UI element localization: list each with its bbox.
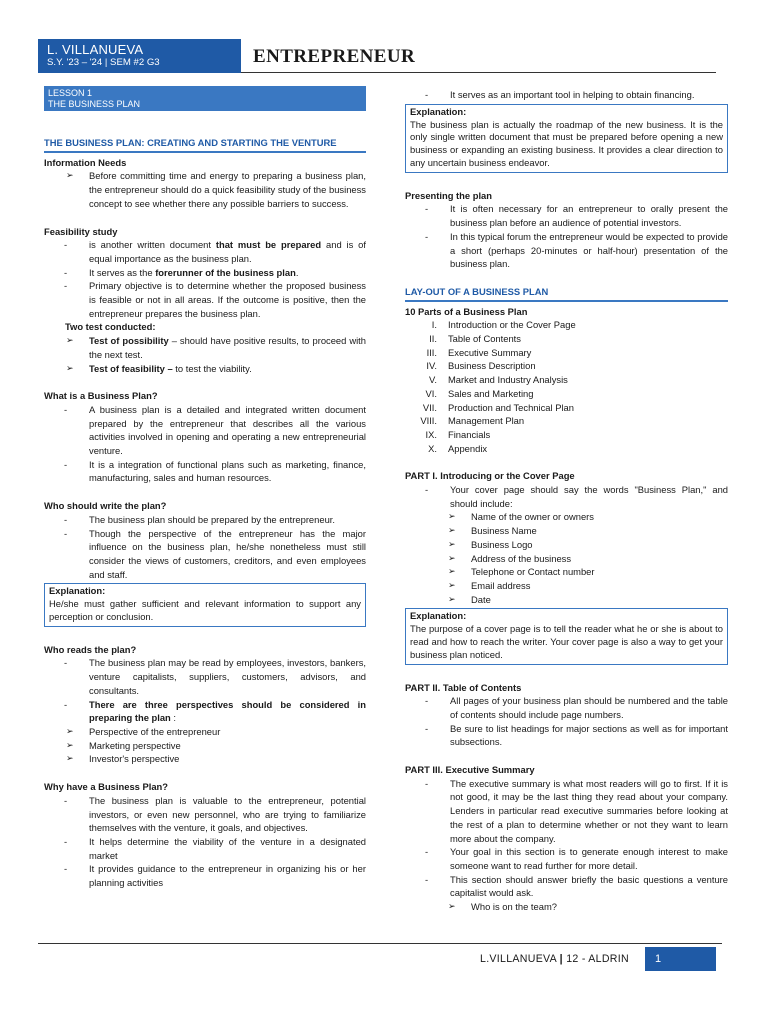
list-item: - It helps determine the viability of the venture in a designated market (64, 835, 366, 861)
list-item: - It is a integration of functional plans such as marketing, finance, manufacturing, sales and human resources. (64, 458, 366, 484)
list-item: ➢ Business Name (405, 524, 728, 538)
two-test-heading: Two test conducted: (65, 321, 156, 333)
list-item: ➢ Test of possibility – should have positive results, to proceed with the next test. (44, 334, 366, 361)
list-item: - It provides guidance to the entrepreneur in organizing his or her planning activities (64, 863, 366, 889)
parts-list (405, 318, 728, 455)
lesson-number: LESSON 1 (48, 88, 93, 98)
list-item: - It serves as an important tool in helping to obtain financing. (425, 89, 695, 100)
list-item: - It serves as the forerunner of the business plan. (64, 266, 299, 278)
list-item: II. Table of Contents (429, 333, 521, 345)
list-item: ➢ Test of feasibility – to test the viability. (44, 362, 366, 376)
list-item: VI. Sales and Marketing (425, 387, 534, 399)
footer-divider (38, 943, 722, 944)
header-name-box (38, 39, 241, 73)
arrow-bullet-icon: ➢ (448, 538, 456, 549)
author-name: L. VILLANUEVA (47, 42, 144, 57)
list-item: ➢ Name of the owner or owners (405, 510, 728, 524)
footer-class: 12 - ALDRIN (566, 953, 629, 965)
list-item: IV. Business Description (426, 360, 536, 372)
lesson-box (44, 86, 366, 111)
list-item: VII. Production and Technical Plan (422, 401, 574, 413)
arrow-bullet-icon: ➢ (66, 726, 74, 736)
list-item: - is another written document that must be prepared and is of equal importance as the business plan. (44, 238, 366, 265)
footer-separator: | (559, 953, 563, 965)
arrow-bullet-icon: ➢ (66, 170, 74, 181)
list-item: ➢ Investor's perspective (44, 752, 366, 766)
heading-part-one: PART I. Introducing or the Cover Page (405, 470, 575, 482)
list-item: IX. Financials (425, 428, 491, 440)
list-item: ➢ Marketing perspective (44, 739, 366, 753)
list-item: ➢ Before committing time and energy to preparing a business plan, the entrepreneur should do a quick feasibility study of the business concept to see whether there any possible barriers to success. (44, 169, 366, 210)
arrow-bullet-icon: ➢ (448, 566, 456, 577)
list-item: ➢ Telephone or Contact number (405, 565, 728, 579)
heading-part-two: PART II. Table of Contents (405, 681, 522, 693)
explanation-box: Explanation: The purpose of a cover page is to tell the reader what he or she is about to read and how to reach the writer. Your cover page is also a way to get your business plan noticed. (405, 608, 728, 664)
page-number: 1 (645, 947, 716, 971)
left-column (44, 86, 366, 890)
list-item: - The executive summary is what most readers will go to first. If it is not good, it may be the last thing they read about your company. Lenders in particular read executive summaries before looking at the rest of a plan to determine whether or not they want to learn more about the company. (425, 777, 728, 844)
list-item: - Primary objective is to determine whether the proposed business is feasible or not in all areas. If the outcome is positive, then the entrepreneur prepares the business plan. (64, 280, 366, 319)
lesson-title: THE BUSINESS PLAN (48, 98, 141, 109)
heading-what-is-business-plan: What is a Business Plan? (44, 390, 158, 402)
heading-part-three: PART III. Executive Summary (405, 764, 535, 776)
footer-author: L.VILLANUEVA (480, 953, 557, 965)
list-item: - This section should answer briefly the basic questions a venture capitalist would ask. (425, 873, 728, 899)
school-year: S.Y. '23 – '24 | SEM #2 G3 (47, 57, 160, 68)
arrow-bullet-icon: ➢ (448, 511, 456, 522)
explanation-box: Explanation: The business plan is actually the roadmap of the new business. It is the only single written document that must be prepared before opening a new business or expanding an existing business. It provides a clear direction to any uncertain business endeavor. (405, 104, 728, 173)
dash-bullet: - (64, 239, 68, 251)
list-item: ➢ Perspective of the entrepreneur (44, 725, 366, 739)
section-title: THE BUSINESS PLAN: CREATING AND STARTING THE VENTURE (44, 136, 366, 153)
page-title: ENTREPRENEUR (253, 46, 416, 67)
list-item: III. Executive Summary (426, 346, 532, 358)
heading-why-have-plan: Why have a Business Plan? (44, 781, 168, 793)
explanation-box: Explanation: He/she must gather sufficient and relevant information to support any perception or conclusion. (44, 583, 366, 626)
arrow-bullet-icon: ➢ (66, 335, 74, 346)
list-item: - Though the perspective of the entrepreneur has the major influence on the business plan, he/she nonetheless must still consider the views of customers, creditors, and even employees and staff. (64, 527, 366, 580)
arrow-bullet-icon: ➢ (66, 739, 74, 750)
list-item: - In this typical forum the entrepreneur would be expected to provide a short (perhaps 20-minutes or half-hour) presentation of the business plan. (425, 230, 728, 270)
list-item: ➢ Date (405, 593, 728, 607)
list-item: I. Introduction or the Cover Page (431, 319, 576, 331)
heading-information-needs: Information Needs (44, 156, 127, 168)
list-item: - A business plan is a detailed and integrated written document prepared by the entrepreneur that describes all the various activities involved in opening and operating a new entrepreneurial venture. (64, 403, 366, 457)
heading-ten-parts: 10 Parts of a Business Plan (405, 305, 528, 317)
list-item: X. Appendix (428, 442, 488, 454)
header-divider (241, 72, 716, 73)
arrow-bullet-icon: ➢ (448, 901, 456, 912)
footer-label (480, 952, 629, 966)
heading-who-reads: Who reads the plan? (44, 643, 137, 655)
list-item: - All pages of your business plan should be numbered and the table of contents should include page numbers. (425, 695, 728, 720)
list-item: - Your cover page should say the words "Business Plan," and should include: (425, 484, 728, 509)
arrow-bullet-icon: ➢ (448, 593, 456, 604)
list-item: ➢ Address of the business (405, 552, 728, 566)
list-item: - Be sure to list headings for major sections as well as for important subsections. (425, 722, 728, 748)
list-item: - The business plan may be read by employees, investors, bankers, venture capitalists, suppliers, customers, advisors, and consultants. (64, 657, 366, 696)
list-item: V. Market and Industry Analysis (429, 374, 568, 386)
list-item: ➢ Who is on the team? (405, 900, 728, 914)
heading-feasibility-study: Feasibility study (44, 225, 118, 237)
list-item: ➢ Email address (405, 579, 728, 593)
arrow-bullet-icon: ➢ (448, 552, 456, 563)
arrow-bullet-icon: ➢ (448, 579, 456, 590)
list-item: - It is often necessary for an entrepreneur to orally present the business plan before an audience of potential investors. (425, 203, 728, 229)
right-column (405, 88, 728, 914)
layout-section-title: LAY-OUT OF A BUSINESS PLAN (405, 285, 728, 302)
list-item: - There are three perspectives should be considered in preparing the plan : (64, 698, 366, 724)
heading-presenting-plan: Presenting the plan (405, 189, 492, 201)
arrow-bullet-icon: ➢ (448, 525, 456, 536)
arrow-bullet-icon: ➢ (66, 753, 74, 764)
arrow-bullet-icon: ➢ (66, 362, 74, 373)
list-item: VIII. Management Plan (420, 415, 525, 427)
list-item: - The business plan should be prepared by the entrepreneur. (64, 513, 336, 525)
list-item: - Your goal in this section is to generate enough interest to make someone want to read further for more detail. (425, 846, 728, 871)
list-item: ➢ Business Logo (405, 538, 728, 552)
heading-who-should-write: Who should write the plan? (44, 500, 167, 512)
list-item: - The business plan is valuable to the entrepreneur, potential investors, or even new personnel, who are trying to familiarize themselves with the venture, it goals, and objectives. (64, 794, 366, 834)
